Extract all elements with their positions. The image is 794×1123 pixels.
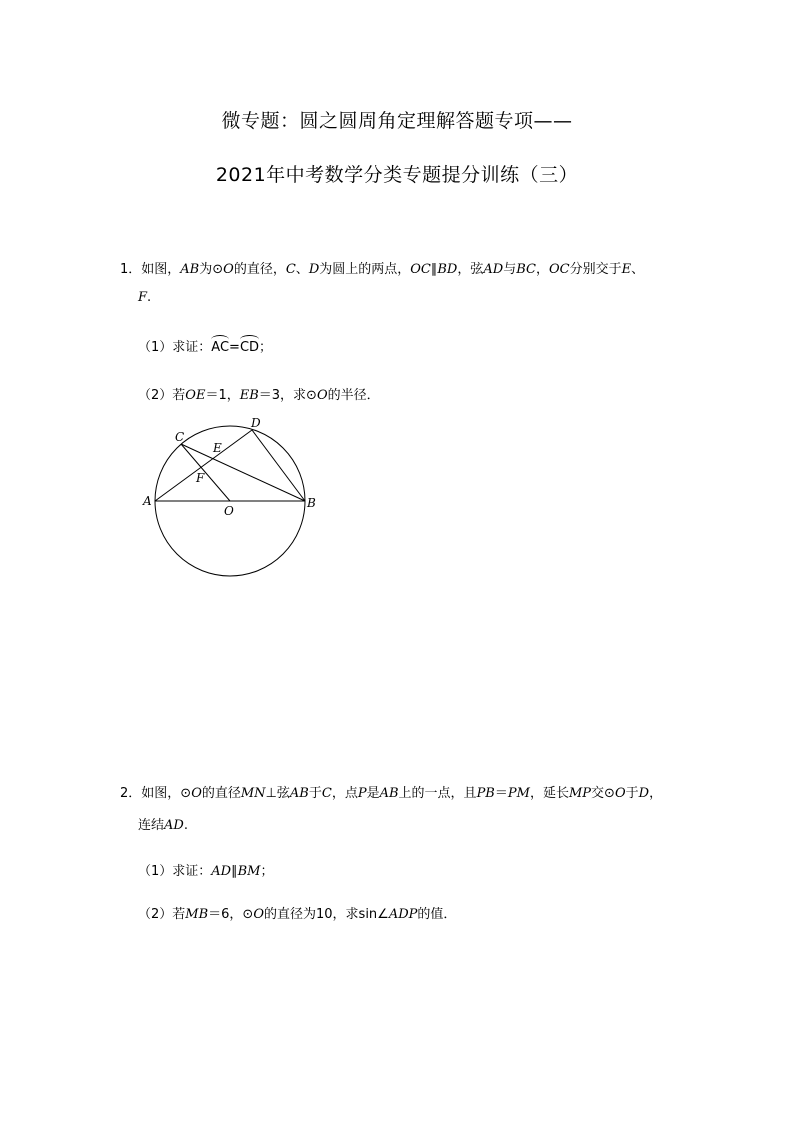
arc-ac: AC [211, 337, 229, 355]
label-f: F [196, 471, 205, 485]
problem-2-question-1: （1）求证：AD∥BM； [138, 864, 274, 879]
label-o: O [224, 504, 234, 518]
label-c: C [175, 430, 185, 444]
title-line-1: 微专题：圆之圆周角定理解答题专项—— [221, 110, 573, 132]
arc-cd: CD [240, 337, 259, 355]
label-d: D [251, 416, 261, 430]
label-a: A [143, 494, 152, 508]
problem-1-statement-cont: F. [138, 290, 152, 305]
problem-2-statement: 2．如图，⊙O的直径MN⊥弦AB于C，点P是AB上的一点，且PB＝PM，延长MP交⊙O于D， [120, 786, 663, 801]
problem-1-figure [140, 410, 330, 585]
problem-1-question-1: （1）求证：AC=CD； [138, 336, 272, 355]
problem-2-statement-cont: 连结AD. [138, 818, 188, 833]
problem-2-question-2: （2）若MB＝6，⊙O的直径为10，求sin∠ADP的值． [138, 907, 457, 922]
segment-oc [181, 444, 230, 501]
title-line-2: 2021年中考数学分类专题提分训练（三） [215, 164, 579, 186]
chord-bd [252, 430, 305, 501]
problem-1-statement: 1．如图，AB为⊙O的直径，C、D为圆上的两点，OC∥BD，弦AD与BC，OC分别交于E、 [120, 262, 645, 277]
problem-1-question-2: （2）若OE＝1，EB＝3，求⊙O的半径． [138, 388, 380, 403]
label-e: E [213, 441, 222, 455]
label-b: B [307, 496, 316, 510]
chord-ad [155, 430, 252, 501]
